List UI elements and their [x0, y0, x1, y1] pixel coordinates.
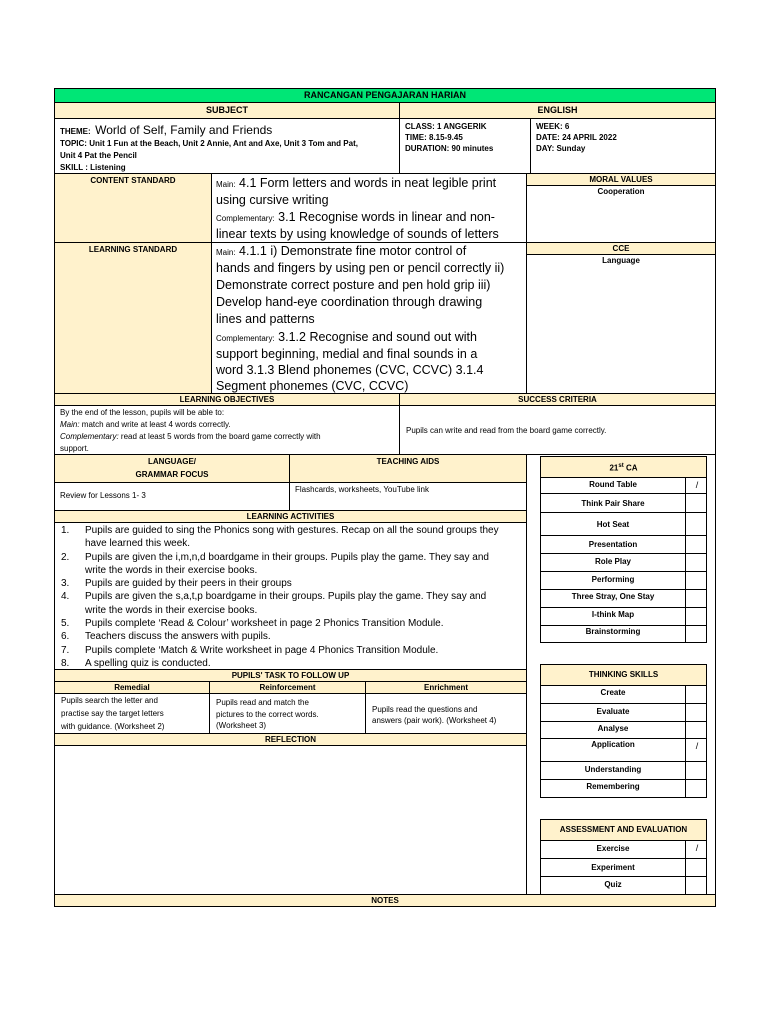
ls-comp-text-3: word 3.1.3 Blend phonemes (CVC, CCVC) 3.1.4 [216, 363, 484, 377]
subject-label: SUBJECT [205, 105, 248, 115]
ls-main [216, 243, 466, 261]
language-label-cell [54, 454, 290, 483]
ls-main-text-4: Develop hand-eye coordination through drawing [216, 295, 483, 309]
thinking-item: Application / [540, 739, 707, 762]
notes-label-cell [54, 894, 716, 907]
thinking-label: THINKING SKILLS [588, 670, 659, 679]
theme-label: THEME: [60, 127, 91, 136]
thinking-mark[interactable] [685, 722, 708, 738]
learning-standard-label: LEARNING STANDARD [88, 245, 178, 254]
activities-list [55, 524, 525, 670]
content-main-text: 4.1 Form letters and words in neat legible print [239, 176, 497, 190]
duration-value: DURATION: 90 minutes [405, 144, 494, 153]
success-cell [399, 405, 716, 455]
objectives-main-text: match and write at least 4 words correctly. [81, 420, 231, 429]
content-standard-cell [211, 173, 527, 243]
theme-line [60, 121, 272, 139]
assessment-mark[interactable] [685, 877, 708, 894]
enrichment-label: Enrichment [423, 683, 468, 692]
page-title: RANCANGAN PENGAJARAN HARIAN [303, 90, 466, 100]
moral-values-label: MORAL VALUES [589, 175, 653, 184]
objectives-comp-text: read at least 5 words from the board game correctly with [120, 432, 321, 441]
activity-item: 2. Pupils are given the i,m,n,d boardgame in their groups. Pupils play the game. They say and write the words in their exercise books. [61, 551, 489, 576]
notes-label: NOTES [371, 896, 399, 905]
objectives-comp-text-2: support. [60, 444, 89, 453]
ca21-mark[interactable] [685, 554, 708, 571]
moral-values-value: Cooperation [597, 187, 645, 196]
cce-label: CCE [612, 244, 630, 253]
assessment-label-cell [540, 819, 707, 841]
ls-comp-text-1: 3.1.2 Recognise and sound out with [278, 330, 477, 344]
language-label-1: LANGUAGE/ [148, 457, 196, 466]
moral-values-cell [526, 185, 716, 243]
ca21-mark[interactable] [685, 590, 708, 607]
day-value: DAY: Sunday [536, 144, 586, 153]
ls-main-text-5: lines and patterns [216, 312, 315, 326]
reinforcement-text-3: (Worksheet 3) [216, 721, 267, 730]
activity-item: 3. Pupils are guided by their peers in their groups [61, 578, 292, 590]
content-comp [216, 209, 495, 227]
activities-label: LEARNING ACTIVITIES [246, 512, 335, 521]
ca21-item: Round Table / [540, 477, 707, 494]
ca21-label-cell [540, 456, 707, 478]
date-value: DATE: 24 APRIL 2022 [536, 133, 617, 142]
week-value: WEEK: 6 [536, 122, 570, 131]
ca21-mark[interactable] [685, 494, 708, 512]
subject-value: ENGLISH [537, 105, 578, 115]
language-cell [54, 482, 290, 511]
subject-value-cell [399, 102, 716, 119]
cce-value: Language [602, 256, 640, 265]
activity-item: 7. Pupils complete ‘Match & Write worksheet in page 4 Phonics Transition Module. [61, 644, 439, 656]
remedial-text-2: practise say the target letters [61, 709, 164, 718]
enrichment-text-1: Pupils read the questions and [372, 705, 478, 714]
content-main [216, 175, 496, 193]
topic-line-2: Unit 4 Pat the Pencil [60, 151, 137, 160]
content-main-label: Main: [216, 180, 236, 189]
objectives-comp-label: Complementary: [60, 432, 119, 441]
learning-standard-cell [211, 242, 527, 394]
topic-line-1: TOPIC: Unit 1 Fun at the Beach, Unit 2 Annie, Ant and Axe, Unit 3 Tom and Pat, [60, 139, 358, 148]
skill-line: SKILL : Listening [60, 163, 126, 172]
objectives-main [60, 420, 231, 429]
theme-value: World of Self, Family and Friends [95, 123, 273, 137]
assessment-mark[interactable]: / [685, 840, 708, 858]
thinking-item: Understanding [540, 762, 707, 780]
ca21-mark[interactable] [685, 608, 708, 625]
title-bar [54, 88, 716, 103]
time-value: TIME: 8.15-9.45 [405, 133, 463, 142]
theme-cell [54, 118, 400, 174]
remedial-text-1: Pupils search the letter and [61, 696, 158, 705]
success-text: Pupils can write and read from the board game correctly. [406, 426, 607, 435]
ls-main-text-3: Demonstrate correct posture and pen hold grip iii) [216, 278, 491, 292]
ca21-item: Brainstorming [540, 626, 707, 643]
language-label-2: GRAMMAR FOCUS [135, 470, 209, 479]
remedial-cell [54, 693, 210, 734]
ls-comp-label: Complementary: [216, 334, 275, 343]
assessment-item: Experiment [540, 859, 707, 877]
objectives-cell [54, 405, 400, 455]
reflection-label: REFLECTION [264, 735, 317, 744]
thinking-label-cell [540, 664, 707, 686]
learning-standard-label-cell [54, 242, 212, 394]
ls-main-label: Main: [216, 248, 236, 257]
thinking-item: Create [540, 685, 707, 704]
thinking-mark[interactable] [685, 685, 708, 703]
content-comp-text-2: linear texts by using knowledge of sounds of letters [216, 227, 499, 241]
cce-cell [526, 254, 716, 394]
activity-item: 5. Pupils complete ‘Read & Colour’ worksheet in page 2 Phonics Transition Module. [61, 618, 444, 630]
assessment-item: Exercise / [540, 840, 707, 859]
content-comp-label: Complementary: [216, 214, 275, 223]
reinforcement-label: Reinforcement [259, 683, 316, 692]
pupils-task-label: PUPILS' TASK TO FOLLOW UP [231, 671, 350, 680]
activity-item: 4. Pupils are given the s,a,t,p boardgame in their groups. Pupils play the game. They say and write the words in their exercise books. [61, 591, 487, 616]
reinforcement-text-1: Pupils read and match the [216, 698, 309, 707]
ca21-item: Think Pair Share [540, 494, 707, 513]
date-cell [530, 118, 716, 174]
thinking-mark[interactable] [685, 762, 708, 779]
content-comp-text: 3.1 Recognise words in linear and non- [278, 210, 495, 224]
content-standard-label: CONTENT STANDARD [90, 176, 176, 185]
ls-comp-text-4: Segment phonemes (CVC, CCVC) [216, 379, 409, 393]
teaching-aids-label-cell [289, 454, 527, 483]
objectives-comp [60, 432, 321, 441]
ca21-label: 21st CA [609, 463, 638, 473]
success-label: SUCCESS CRITERIA [518, 395, 597, 404]
enrichment-text-2: answers (pair work). (Worksheet 4) [372, 716, 497, 725]
language-value: Review for Lessons 1- 3 [60, 491, 146, 500]
ca21-item: Role Play [540, 554, 707, 572]
ls-comp [216, 329, 477, 347]
class-cell [399, 118, 531, 174]
ls-main-text-2: hands and fingers by using pen or pencil correctly ii) [216, 261, 505, 275]
content-standard-label-cell [54, 173, 212, 243]
ca21-item: Three Stray, One Stay [540, 590, 707, 608]
ca21-mark[interactable] [685, 626, 708, 642]
ls-main-text-1: 4.1.1 i) Demonstrate fine motor control of [239, 244, 467, 258]
ca21-mark[interactable] [685, 513, 708, 535]
content-main-text-2: using cursive writing [216, 193, 329, 207]
assessment-mark[interactable] [685, 859, 708, 876]
assessment-item: Quiz [540, 877, 707, 895]
reinforcement-cell [209, 693, 366, 734]
ls-comp-text-2: support beginning, medial and final sounds in a [216, 347, 478, 361]
ca21-mark[interactable] [685, 572, 708, 589]
thinking-mark[interactable]: / [685, 739, 708, 761]
reinforcement-text-2: pictures to the correct words. [216, 710, 319, 719]
thinking-item: Evaluate [540, 704, 707, 722]
activity-item: 8. A spelling quiz is conducted. [61, 657, 211, 669]
thinking-item: Analyse [540, 722, 707, 739]
ca21-mark[interactable]: / [685, 477, 708, 493]
reflection-area[interactable] [54, 745, 527, 895]
activity-item: 1. Pupils are guided to sing the Phonics song with gestures. Recap on all the sound groups they have learned this week. [61, 525, 499, 550]
activity-item: 6. Teachers discuss the answers with pupils. [61, 631, 271, 643]
teaching-aids-value: Flashcards, worksheets, YouTube link [295, 485, 429, 494]
enrichment-cell [365, 693, 527, 734]
remedial-label: Remedial [114, 683, 150, 692]
ca21-item: Presentation [540, 536, 707, 554]
ca21-item: Performing [540, 572, 707, 590]
objectives-label: LEARNING OBJECTIVES [179, 395, 275, 404]
subject-label-cell [54, 102, 400, 119]
ca21-item: I-think Map [540, 608, 707, 626]
assessment-label: ASSESSMENT AND EVALUATION [559, 825, 688, 834]
thinking-mark[interactable] [685, 704, 708, 721]
objectives-main-label: Main: [60, 420, 80, 429]
class-value: CLASS: 1 ANGGERIK [405, 122, 487, 131]
remedial-text-3: with guidance. (Worksheet 2) [61, 722, 165, 731]
teaching-aids-label: TEACHING AIDS [376, 457, 440, 466]
ca21-mark[interactable] [685, 536, 708, 553]
ca21-item: Hot Seat [540, 513, 707, 536]
teaching-aids-cell [289, 482, 527, 511]
thinking-item: Remembering [540, 780, 707, 798]
thinking-mark[interactable] [685, 780, 708, 797]
activities-cell [54, 522, 527, 670]
objectives-intro: By the end of the lesson, pupils will be able to: [60, 408, 225, 417]
